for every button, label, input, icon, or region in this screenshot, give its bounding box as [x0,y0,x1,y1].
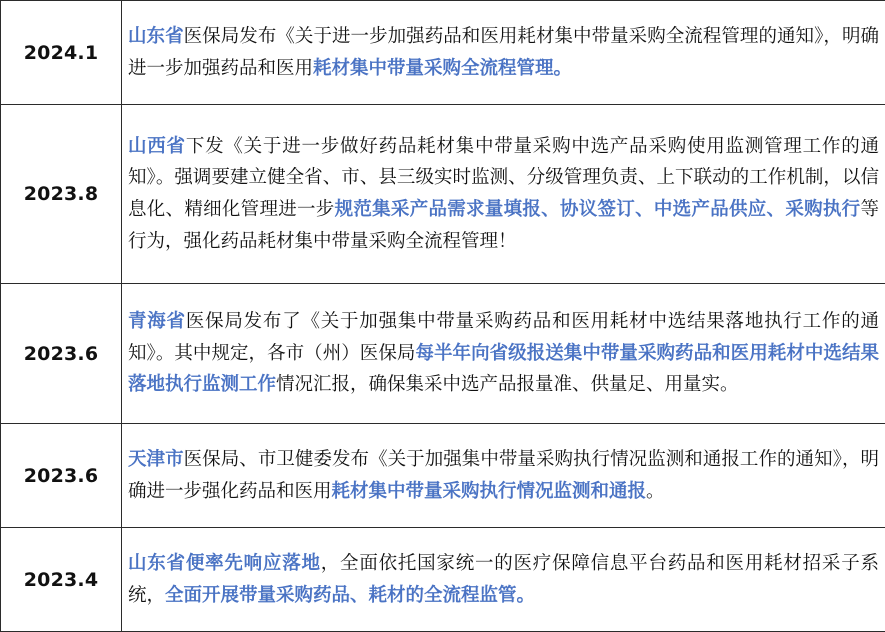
policy-text-highlight: 规范集采产品需求量填报、协议签订、中选产品供应、采购执行 [335,199,861,220]
description-cell [122,424,885,528]
policy-text-highlight: 山东省便率先响应落地 [128,553,321,574]
description-cell [122,1,885,105]
policy-text-highlight: 耗材集中带量采购执行情况监测和通报 [332,481,647,502]
policy-text: 下发《关于进一步做好药品耗材集中带量采购中选产品采购使用监测管理工作的通知》。强调要建立健全省、市、县三级实时监测、分级管理负责、上下联动的工作机制，以信息化、精细化管理进一步 [128,136,879,220]
table-row [1,424,885,528]
table-row [1,284,885,424]
policy-text: 情况汇报，确保集采中选产品报量准、供量足、用量实。 [276,374,739,395]
table-row [1,105,885,284]
policy-text: 医保局发布了《关于加强集中带量采购药品和医用耗材中选结果落地执行工作的通知》。其中规定，各市（州）医保局 [128,311,879,364]
date-cell: 2023.6 [1,284,122,424]
policy-text-highlight: 全面开展带量采购药品、耗材的全流程监管。 [165,585,535,606]
policy-text-highlight: 山东省 [128,26,184,47]
policy-text: 医保局、市卫健委发布《关于加强集中带量采购执行情况监测和通报工作的通知》，明确进一步强化药品和医用 [128,449,879,502]
policy-text-highlight: 耗材集中带量采购全流程管理。 [313,58,572,79]
policy-text-highlight: 每半年向省级报送集中带量采购药品和医用耗材中选结果落地执行监测工作 [128,343,879,396]
description-cell [122,105,885,284]
description-cell [122,284,885,424]
date-cell: 2024.1 [1,1,122,105]
policy-text: 。 [646,481,665,502]
table-row [1,1,885,105]
date-cell: 2023.4 [1,528,122,632]
date-cell: 2023.8 [1,105,122,284]
policy-text-highlight: 天津市 [128,449,184,470]
date-cell: 2023.6 [1,424,122,528]
description-cell [122,528,885,632]
table-row [1,528,885,632]
policy-text-highlight: 山西省 [128,136,186,157]
policy-text: 等行为，强化药品耗材集中带量采购全流程管理！ [128,199,879,252]
policy-text: 医保局发布《关于进一步加强药品和医用耗材集中带量采购全流程管理的通知》，明确进一步加强药品和医用 [128,26,879,79]
policy-text-highlight: 青海省 [128,311,186,332]
policy-text: ，全面依托国家统一的医疗保障信息平台药品和医用耗材招采子系统， [128,553,879,606]
